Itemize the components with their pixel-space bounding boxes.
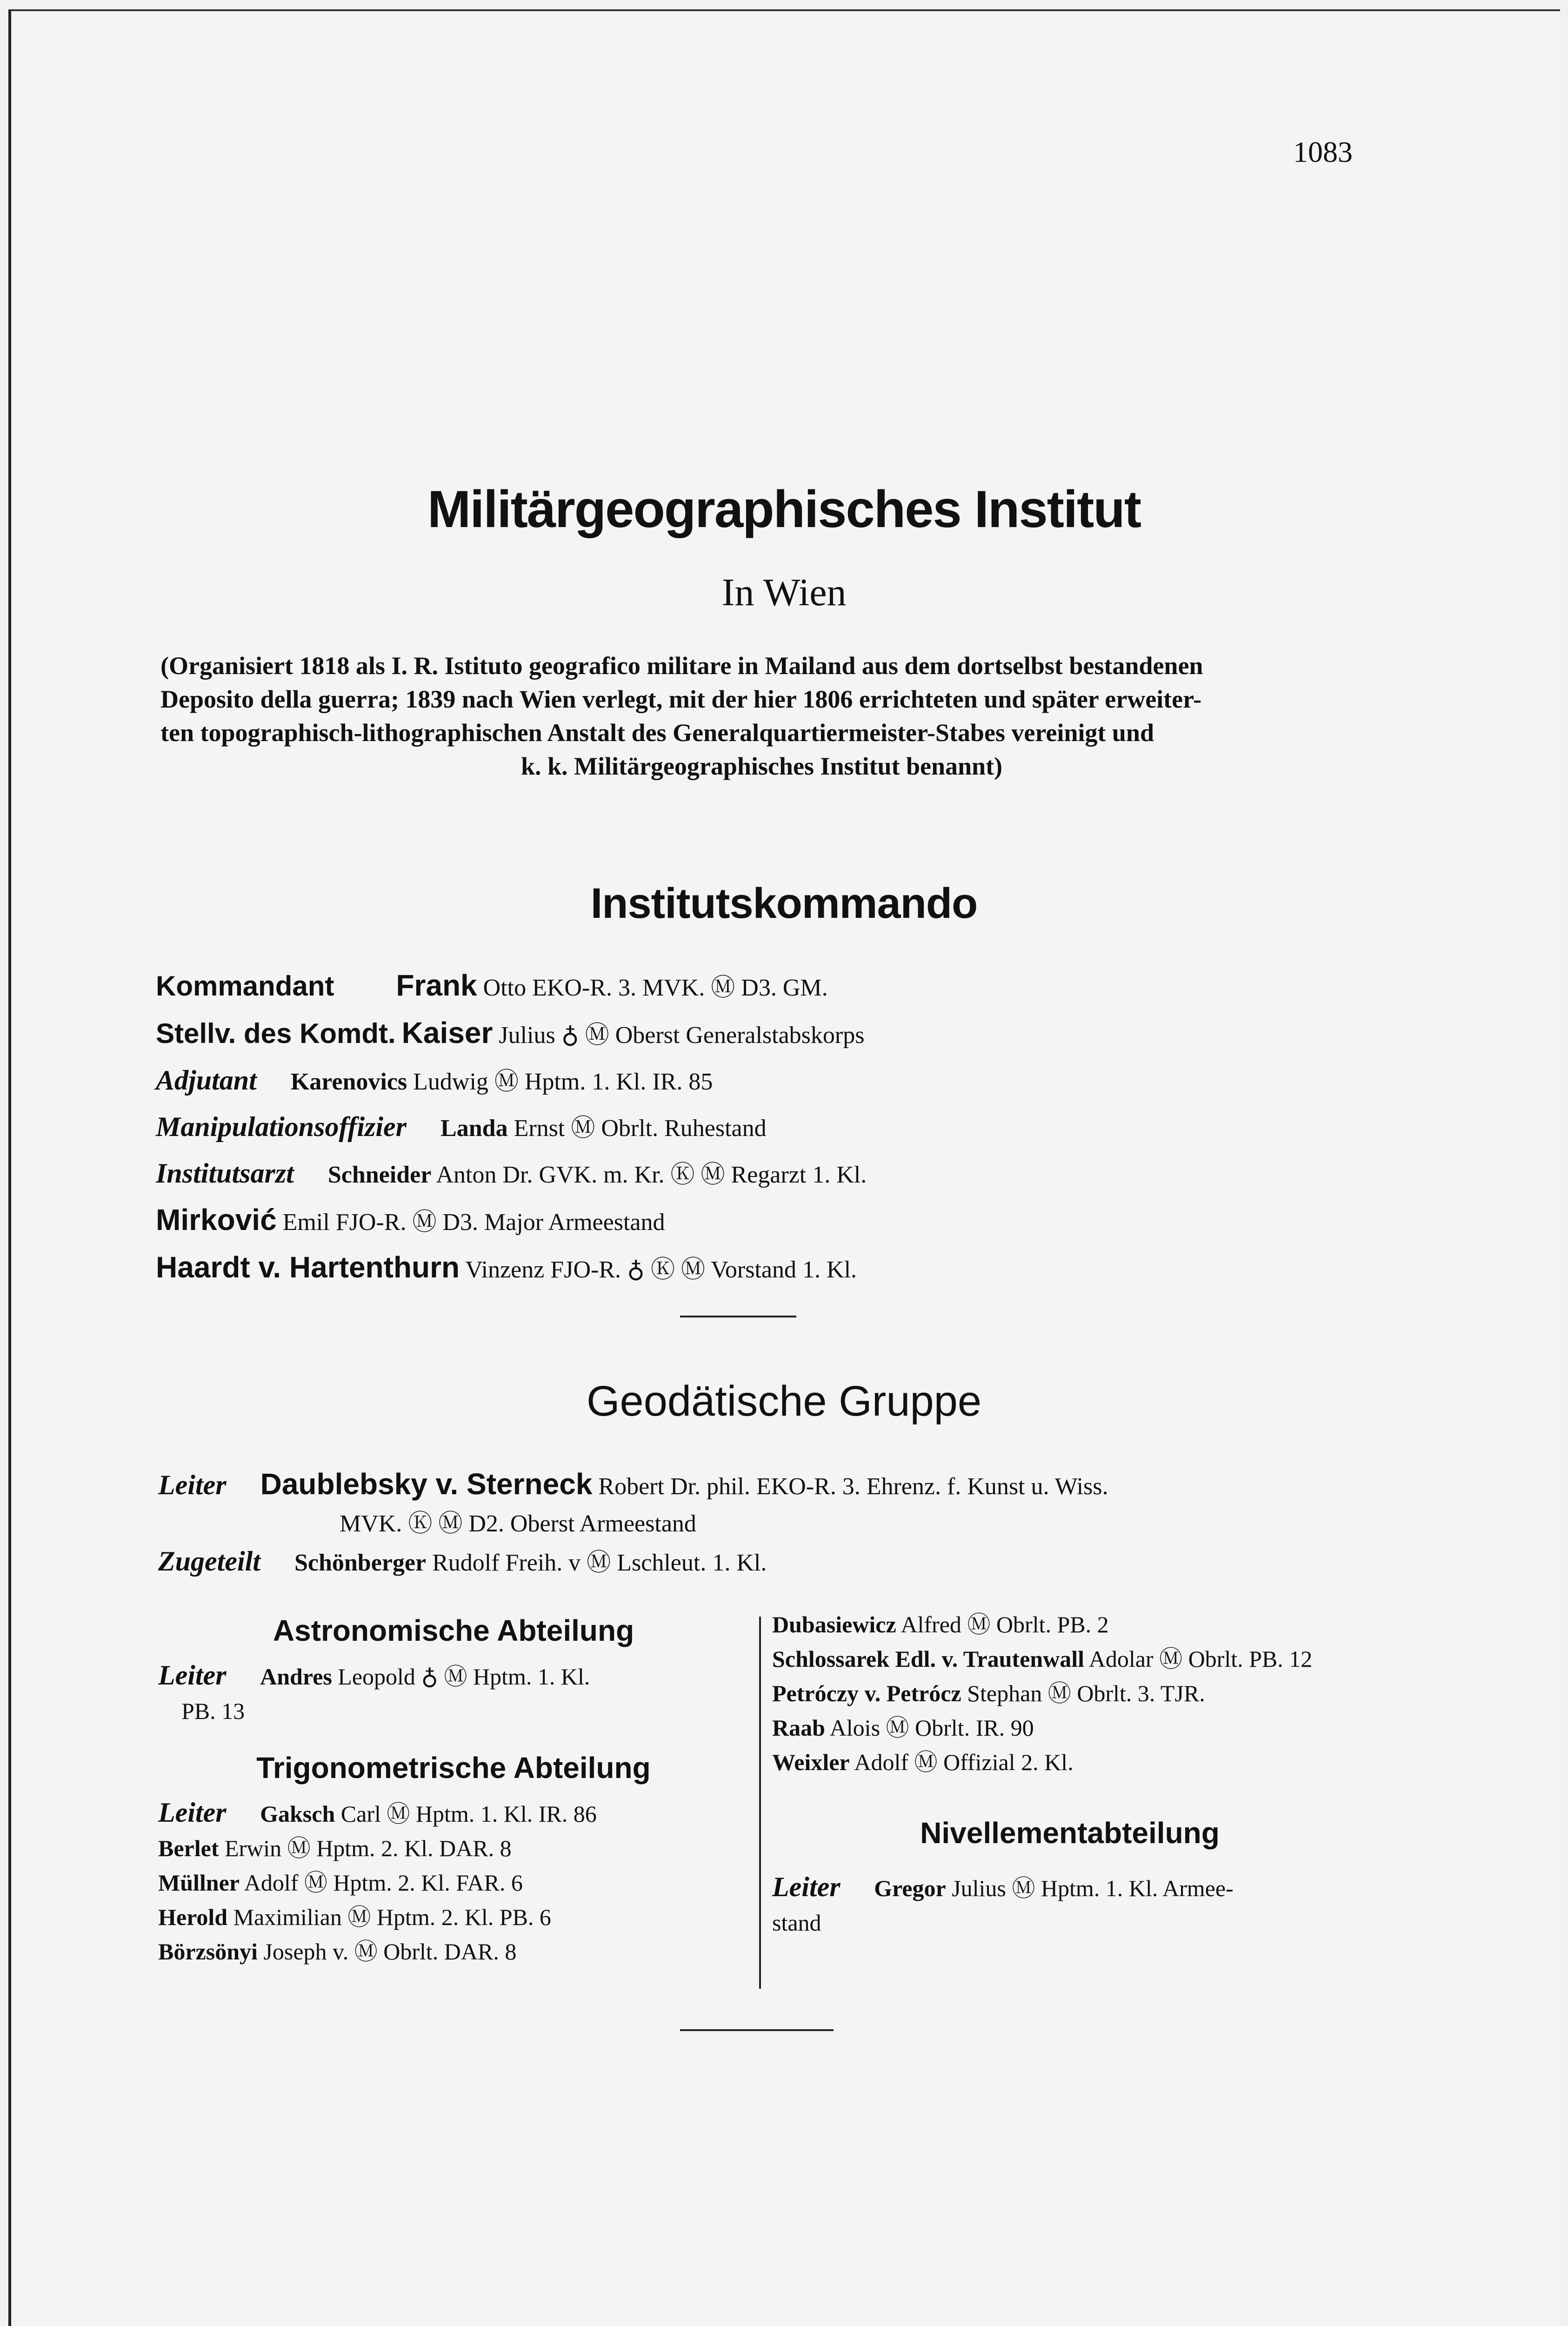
list-item: [772, 1607, 1368, 1642]
person-details: Alois Ⓜ Obrlt. IR. 90: [829, 1715, 1034, 1741]
role-label: Manipulationsoffizier: [156, 1111, 407, 1142]
person-name: Haardt v. Hartenthurn: [156, 1250, 460, 1284]
leiter-row: [158, 1795, 749, 1831]
list-item: [158, 1934, 749, 1969]
leiter-row: [158, 1658, 749, 1694]
leiter-row-cont: MVK. Ⓚ Ⓜ D2. Oberst Armeestand: [340, 1511, 696, 1537]
person-details: Julius ♁ Ⓜ Oberst Generalstabskorps: [499, 1022, 865, 1049]
person-name: Schlossarek Edl. v. Trautenwall: [772, 1646, 1084, 1672]
zugeteilt-row: [158, 1543, 1108, 1582]
role-label: Leiter: [158, 1660, 227, 1691]
kommando-row: [156, 1058, 867, 1104]
list-item: [772, 1642, 1368, 1676]
person-name: Weixler: [772, 1749, 850, 1775]
person-name: Dubasiewicz: [772, 1611, 896, 1638]
person-details: Anton Dr. GVK. m. Kr. Ⓚ Ⓜ Regarzt 1. Kl.: [436, 1162, 867, 1188]
person-name: Andres: [260, 1664, 332, 1690]
kommando-row: [156, 1010, 867, 1058]
intro-line: (Organisiert 1818 als I. R. Istituto geografico militare in Mailand aus dem dortselbst bestandenen: [160, 652, 1203, 680]
role-label: Stellv. des Komdt.: [156, 1018, 396, 1049]
role-label: Leiter: [158, 1470, 227, 1500]
page-number: 1083: [1293, 135, 1353, 168]
person-details: Adolf Ⓜ Offizial 2. Kl.: [854, 1749, 1074, 1775]
section-heading-kommando: Institutskommando: [590, 880, 978, 927]
kommando-row: [156, 1104, 867, 1151]
kommando-row: [156, 1245, 867, 1292]
person-details: Adolar Ⓜ Obrlt. PB. 12: [1088, 1646, 1313, 1672]
person-details: Carl Ⓜ Hptm. 1. Kl. IR. 86: [340, 1801, 597, 1827]
person-name: Daublebsky v. Sterneck: [260, 1467, 593, 1501]
person-details: Leopold ♁ Ⓜ Hptm. 1. Kl.: [338, 1664, 590, 1690]
subsection-heading-trigo: Trigonometrische Abteilung: [256, 1751, 651, 1785]
person-name: Herold: [158, 1904, 228, 1930]
subsection-heading-nivell: Nivellementabteilung: [920, 1816, 1220, 1850]
role-label: Leiter: [772, 1871, 841, 1902]
role-label: Kommandant: [156, 970, 334, 1002]
list-item: [158, 1831, 749, 1865]
page-subtitle: In Wien: [721, 571, 847, 614]
person-name: Karenovics: [290, 1069, 407, 1095]
kommando-row: [156, 1197, 867, 1245]
list-item: [772, 1711, 1368, 1745]
geodaetische-staff: [158, 1465, 1108, 1582]
leiter-row-cont: stand: [772, 1910, 821, 1936]
person-details: Robert Dr. phil. EKO-R. 3. Ehrenz. f. Kunst u. Wiss.: [598, 1473, 1108, 1500]
person-name: Gaksch: [260, 1801, 335, 1827]
section-divider: [680, 1316, 796, 1317]
person-details: Adolf Ⓜ Hptm. 2. Kl. FAR. 6: [244, 1870, 523, 1896]
person-name: Berlet: [158, 1835, 219, 1861]
leiter-row: [158, 1465, 1108, 1505]
person-name: Schönberger: [294, 1550, 427, 1576]
person-name: Landa: [440, 1115, 508, 1142]
kommando-row: [156, 963, 867, 1010]
person-name: Gregor: [874, 1875, 946, 1901]
person-details: Erwin Ⓜ Hptm. 2. Kl. DAR. 8: [224, 1835, 512, 1861]
column-divider: [759, 1617, 761, 1989]
person-name: Müllner: [158, 1870, 240, 1896]
person-details: Maximilian Ⓜ Hptm. 2. Kl. PB. 6: [233, 1904, 551, 1930]
person-details: Alfred Ⓜ Obrlt. PB. 2: [901, 1611, 1109, 1638]
right-column: [772, 1607, 1368, 1940]
role-label: Institutsarzt: [156, 1158, 294, 1189]
intro-line: k. k. Militärgeographisches Institut benannt): [520, 752, 1003, 780]
list-item: [772, 1745, 1368, 1779]
list-item: [158, 1865, 749, 1900]
leiter-row-cont: PB. 13: [181, 1698, 245, 1724]
intro-line: Deposito della guerra; 1839 nach Wien verlegt, mit der hier 1806 errichteten und später erweiter-: [160, 685, 1202, 713]
kommando-list: [156, 963, 867, 1292]
role-label: Zugeteilt: [158, 1546, 260, 1577]
person-details: Julius Ⓜ Hptm. 1. Kl. Armee-: [952, 1875, 1234, 1901]
person-details: Joseph v. Ⓜ Obrlt. DAR. 8: [263, 1938, 517, 1965]
person-details: Vinzenz FJO-R. ♁ Ⓚ Ⓜ Vorstand 1. Kl.: [465, 1257, 857, 1283]
kommando-row: [156, 1151, 867, 1197]
person-name: Mirković: [156, 1203, 277, 1237]
leiter-row: [772, 1870, 1368, 1905]
person-details: Emil FJO-R. Ⓜ D3. Major Armeestand: [282, 1209, 665, 1236]
person-details: Ernst Ⓜ Obrlt. Ruhestand: [514, 1115, 767, 1142]
person-name: Raab: [772, 1715, 825, 1741]
list-item: [772, 1676, 1368, 1711]
person-details: Otto EKO-R. 3. MVK. Ⓜ D3. GM.: [483, 975, 828, 1001]
intro-line: ten topographisch-lithographischen Anstalt des Generalquartiermeister-Stabes vereinigt und: [160, 719, 1154, 747]
intro-paragraph: [160, 649, 1363, 783]
person-name: Börzsönyi: [158, 1938, 258, 1965]
page-title: Militärgeographisches Institut: [427, 480, 1141, 538]
section-heading-geodaetische: Geodätische Gruppe: [587, 1377, 981, 1425]
role-label: Adjutant: [156, 1065, 257, 1096]
person-details: Rudolf Freih. v Ⓜ Lschleut. 1. Kl.: [432, 1550, 767, 1576]
person-name: Frank: [396, 969, 477, 1002]
role-label: Leiter: [158, 1797, 227, 1828]
person-name: Petróczy v. Petrócz: [772, 1680, 961, 1706]
person-details: Ludwig Ⓜ Hptm. 1. Kl. IR. 85: [413, 1069, 713, 1095]
left-column: [158, 1610, 749, 1969]
section-divider: [680, 2029, 834, 2031]
list-item: [158, 1900, 749, 1934]
person-name: Schneider: [327, 1162, 432, 1188]
person-name: Kaiser: [401, 1016, 493, 1049]
person-details: Stephan Ⓜ Obrlt. 3. TJR.: [967, 1680, 1205, 1706]
subsection-heading-astro: Astronomische Abteilung: [273, 1614, 634, 1647]
